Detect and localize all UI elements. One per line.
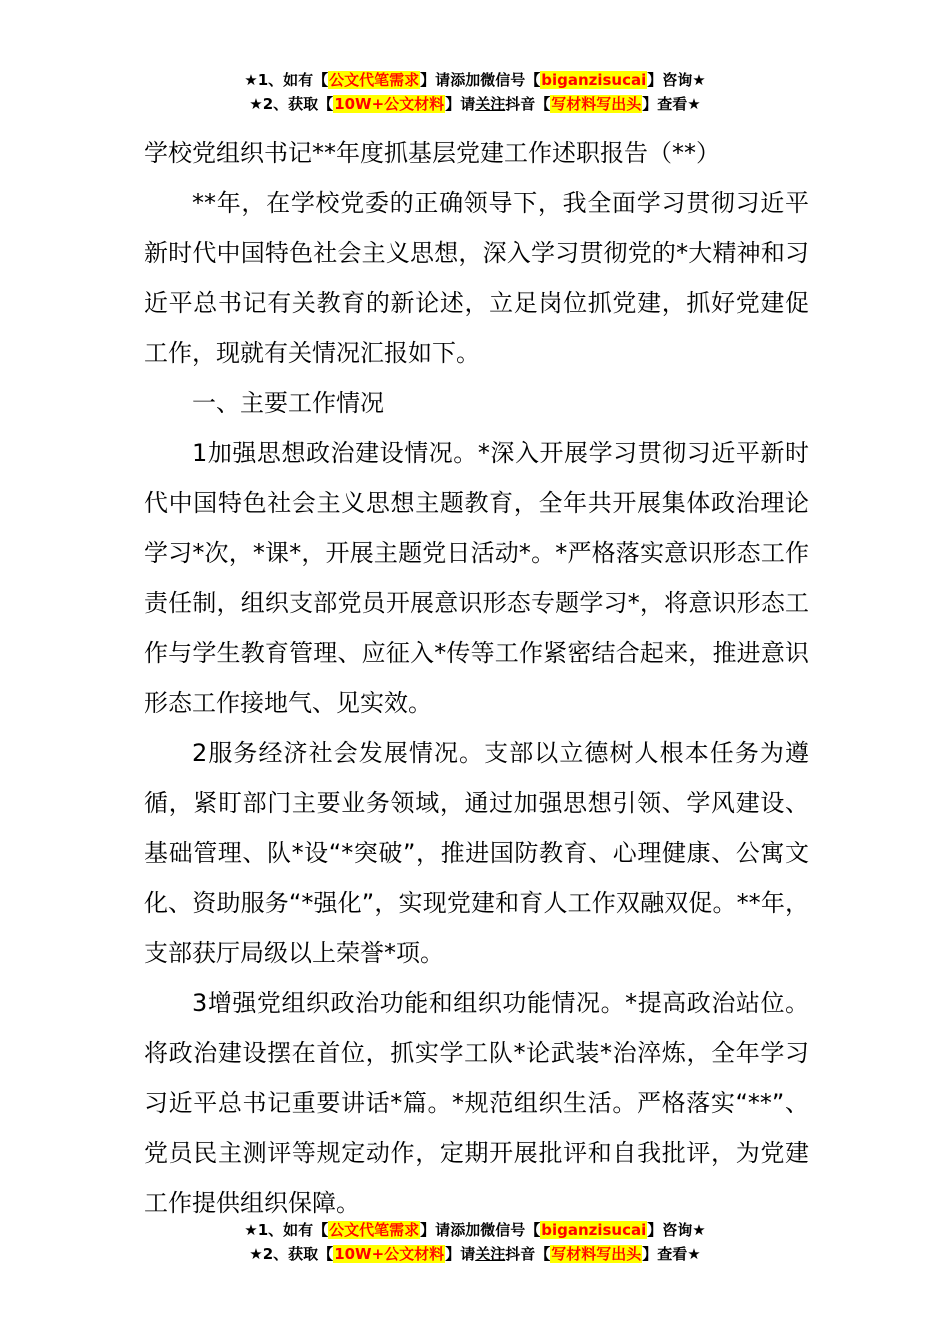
promo-text: 】查看★: [642, 95, 701, 113]
douyin-id-highlight: 写材料写出头: [551, 1245, 642, 1263]
promo-banner-bottom: [0, 1218, 950, 1266]
promo-highlight: 公文代笔需求: [329, 71, 420, 89]
promo-emphasis: 添加: [450, 71, 481, 89]
douyin-id-highlight: 写材料写出头: [551, 95, 642, 113]
promo-text: 】请: [420, 71, 451, 89]
wechat-id-highlight: biganzisucai: [541, 1221, 647, 1239]
wechat-id-highlight: biganzisucai: [541, 71, 647, 89]
promo-highlight: 公文代笔需求: [329, 1221, 420, 1239]
paragraph-ideology: 1加强思想政治建设情况。*深入开展学习贯彻习近平新时代中国特色社会主义思想主题教育，全年共开展集体政治理论学习*次，*课*，开展主题党日活动*。*严格落实意识形态工作责任制，组织支部党员开展意识形态专题学习*，将意识形态工作与学生教育管理、应征入*传等工作紧密结合起来，推进意识形态工作接地气、见实效。: [144, 439, 809, 717]
promo-highlight: 10W+公文材料: [334, 1245, 445, 1263]
promo-text: 】请: [445, 95, 476, 113]
promo-text: 】咨询★: [647, 1221, 706, 1239]
promo-text: 】请: [420, 1221, 451, 1239]
promo-emphasis: 添加: [450, 1221, 481, 1239]
intro-paragraph: **年，在学校党委的正确领导下，我全面学习贯彻习近平新时代中国特色社会主义思想，深入学习贯彻党的*大精神和习近平总书记有关教育的新论述，立足岗位抓党建，抓好党建促工作，现就有关情况汇报如下。: [144, 189, 809, 367]
promo-text: 微信号【: [480, 1221, 541, 1239]
paragraph-service: 2服务经济社会发展情况。支部以立德树人根本任务为遵循，紧盯部门主要业务领域，通过加强思想引领、学风建设、基础管理、队*设“*突破”，推进国防教育、心理健康、公寓文化、资助服务“*强化”，实现党建和育人工作双融双促。**年，支部获厅局级以上荣誉*项。: [144, 739, 809, 967]
promo-text: ★2、获取【: [249, 95, 334, 113]
promo-text: 微信号【: [480, 71, 541, 89]
promo-text: 抖音【: [505, 1245, 551, 1263]
promo-text: 】请: [445, 1245, 476, 1263]
promo-text: ★1、如有【: [244, 1221, 329, 1239]
promo-emphasis: 关注: [475, 95, 506, 113]
promo-line-1: [0, 1218, 950, 1242]
document-body: [144, 128, 809, 1228]
promo-text: ★1、如有【: [244, 71, 329, 89]
promo-highlight: 10W+公文材料: [334, 95, 445, 113]
paragraph-organization: 3增强党组织政治功能和组织功能情况。*提高政治站位。将政治建设摆在首位，抓实学工队*论武装*治淬炼，全年学习习近平总书记重要讲话*篇。*规范组织生活。严格落实“**”、党员民主测评等规定动作，定期开展批评和自我批评，为党建工作提供组织保障。: [144, 989, 809, 1217]
promo-emphasis: 关注: [475, 1245, 506, 1263]
section-heading: 一、主要工作情况: [192, 389, 384, 417]
promo-text: 】咨询★: [647, 71, 706, 89]
document-title: 学校党组织书记**年度抓基层党建工作述职报告（**）: [144, 139, 720, 167]
promo-line-1: [0, 68, 950, 92]
promo-text: 】查看★: [642, 1245, 701, 1263]
promo-text: 抖音【: [505, 95, 551, 113]
promo-banner-top: [0, 68, 950, 116]
promo-line-2: [0, 92, 950, 116]
promo-line-2: [0, 1242, 950, 1266]
promo-text: ★2、获取【: [249, 1245, 334, 1263]
